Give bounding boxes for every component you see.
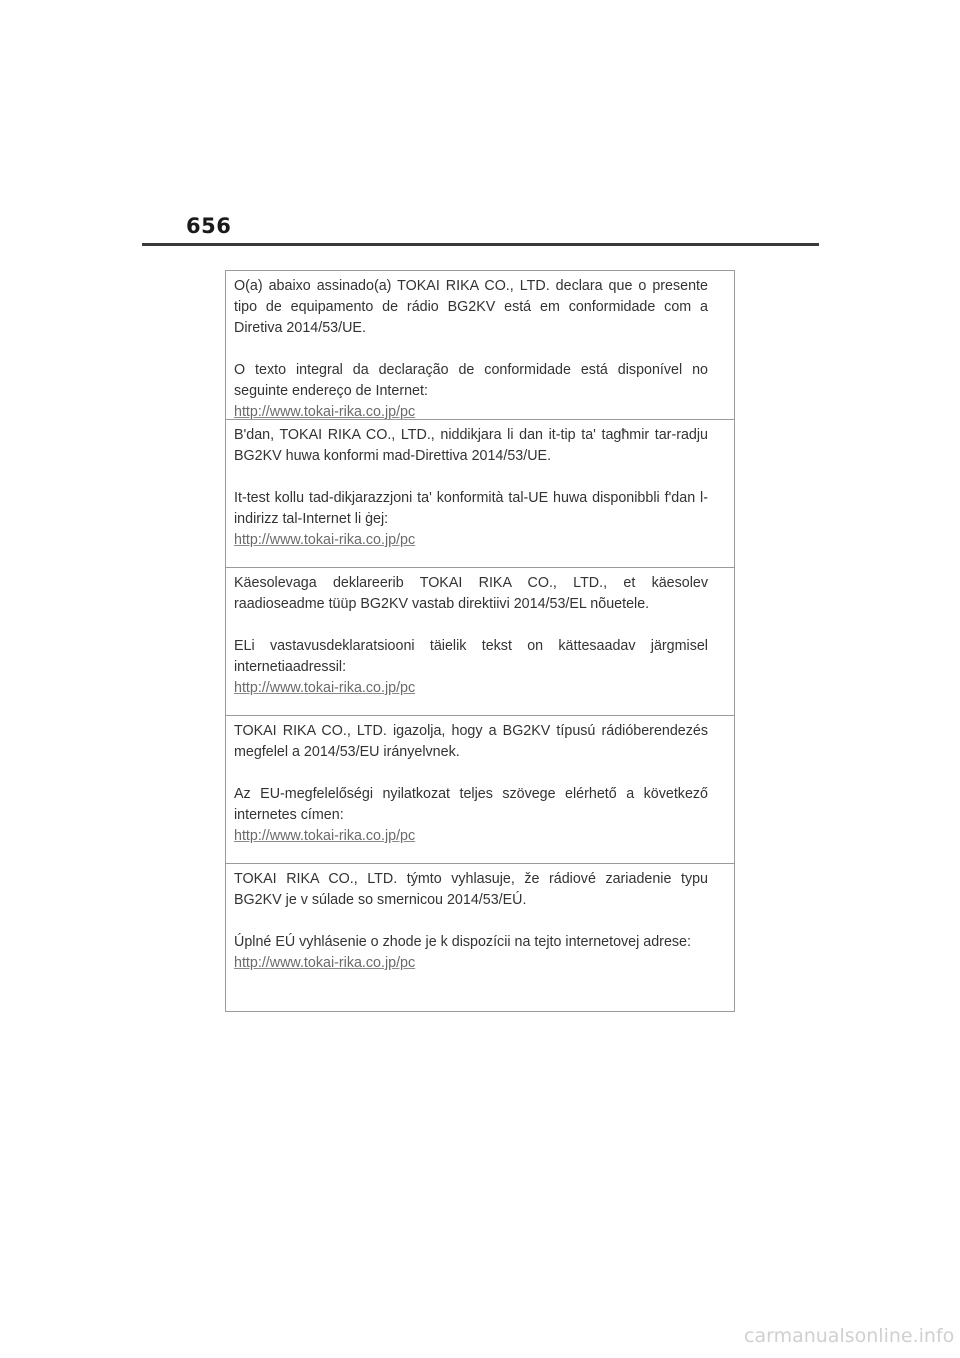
declaration-cell-maltese	[226, 419, 734, 567]
declaration-statement: Käesolevaga deklareerib TOKAI RIKA CO., LTD., et käesolev raadioseadme tüüp BG2KV vastab direktiivi 2014/53/EL nõuetele.	[234, 575, 708, 612]
declaration-availability: Az EU-megfelelőségi nyilatkozat teljes szövege elérhető a következő internetes címen:	[234, 786, 708, 823]
page-number: 656	[186, 214, 232, 238]
declaration-table	[225, 270, 735, 1012]
declaration-statement: O(a) abaixo assinado(a) TOKAI RIKA CO., LTD. declara que o presente tipo de equipamento de rádio BG2KV está em conformidade com a Diretiva 2014/53/UE.	[234, 278, 708, 336]
declaration-cell-hungarian	[226, 715, 734, 863]
declaration-statement: TOKAI RIKA CO., LTD. igazolja, hogy a BG2KV típusú rádióberendezés megfelel a 2014/53/EU irányelvnek.	[234, 723, 708, 760]
declaration-url-link[interactable]: http://www.tokai-rika.co.jp/pc	[234, 828, 416, 844]
declaration-cell-slovak	[226, 863, 734, 1011]
declaration-url-link[interactable]: http://www.tokai-rika.co.jp/pc	[234, 532, 416, 548]
declaration-availability: Úplné EÚ vyhlásenie o zhode je k dispozícii na tejto internetovej adrese:	[234, 934, 691, 950]
header-rule	[142, 243, 819, 246]
declaration-cell-portuguese	[226, 271, 734, 419]
declaration-availability: It-test kollu tad-dikjarazzjoni ta' konformità tal-UE huwa disponibbli f'dan l-indirizz tal-Internet li ġej:	[234, 490, 708, 527]
declaration-url-link[interactable]: http://www.tokai-rika.co.jp/pc	[234, 404, 416, 420]
declaration-url-link[interactable]: http://www.tokai-rika.co.jp/pc	[234, 955, 416, 971]
declaration-url-link[interactable]: http://www.tokai-rika.co.jp/pc	[234, 680, 416, 696]
declaration-cell-estonian	[226, 567, 734, 715]
declaration-statement: B'dan, TOKAI RIKA CO., LTD., niddikjara li dan it-tip ta' tagħmir tar-radju BG2KV huwa konformi mad-Direttiva 2014/53/UE.	[234, 427, 708, 464]
watermark-text: carmanualsonline.info	[744, 1325, 955, 1347]
declaration-availability: ELi vastavusdeklaratsiooni täielik tekst on kättesaadav järgmisel internetiaadressil:	[234, 638, 708, 675]
declaration-statement: TOKAI RIKA CO., LTD. týmto vyhlasuje, že rádiové zariadenie typu BG2KV je v súlade so smernicou 2014/53/EÚ.	[234, 871, 708, 908]
declaration-availability: O texto integral da declaração de conformidade está disponível no seguinte endereço de Internet:	[234, 362, 708, 399]
